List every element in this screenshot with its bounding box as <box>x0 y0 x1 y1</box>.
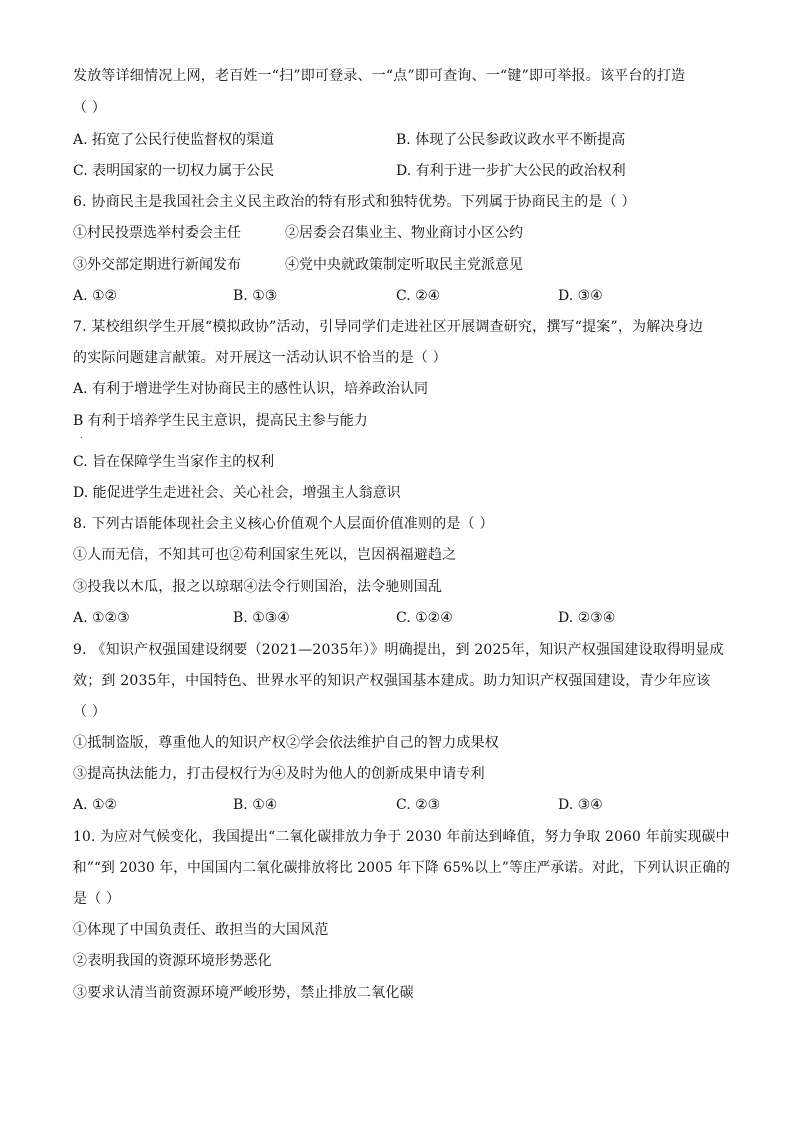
q6-option-b: B. ①③ <box>233 288 278 304</box>
q9-option-a: A. ①② <box>73 797 118 813</box>
q6-item-4: ④党中央就政策制定听取民主党派意见 <box>285 257 523 273</box>
q8-items-line-1: ①人而无信，不知其可也②苟利国家生死以，岂因祸福避趋之 <box>73 547 457 563</box>
q5-option-d: D. 有利于进一步扩大公民的政治权利 <box>396 163 626 179</box>
q6-option-a: A. ①② <box>73 288 118 304</box>
q5-stem-line-1: 发放等详细情况上网，老百姓一“扫”即可登录、一“点”即可查询、一“键”即可举报。该平台的打造 <box>73 68 686 84</box>
q8-items-line-2: ③投我以木瓜，报之以琼琚④法令行则国治，法令驰则国乱 <box>73 579 443 595</box>
q5-option-a: A. 拓宽了公民行使监督权的渠道 <box>73 132 275 148</box>
q6-item-3: ③外交部定期进行新闻发布 <box>73 257 241 273</box>
q9-items-line-1: ①抵制盗版，尊重他人的知识产权②学会依法维护自己的智力成果权 <box>73 735 499 751</box>
q6-stem: 6. 协商民主是我国社会主义民主政治的特有形式和独特优势。下列属于协商民主的是（ ） <box>73 194 636 210</box>
q9-option-b: B. ①④ <box>233 797 278 813</box>
q7-option-a: A. 有利于增进学生对协商民主的感性认识，培养政治认同 <box>73 381 429 397</box>
q6-item-2: ②居委会召集业主、物业商讨小区公约 <box>285 225 523 241</box>
q10-stem-line-3: 是（ ） <box>73 891 121 907</box>
q7-option-c: C. 旨在保障学生当家作主的权利 <box>73 454 275 470</box>
q9-stem-line-3: （ ） <box>73 704 107 720</box>
q8-option-c: C. ①②④ <box>396 610 453 626</box>
q6-option-d: D. ③④ <box>558 288 603 304</box>
q9-stem-line-2: 效；到 2035年，中国特色、世界水平的知识产权强国基本建成。助力知识产权强国建设，青少年应该 <box>73 673 711 689</box>
q10-item-2: ②表明我国的资源环境形势恶化 <box>73 953 272 969</box>
q7-stem-line-1: 7. 某校组织学生开展“模拟政协”活动，引导同学们走进社区开展调查研究，撰写“提案”，为解决身边 <box>73 319 704 335</box>
q10-stem-line-2: 和”“到 2030 年，中国国内二氧化碳排放将比 2005 年下降 65%以上”等庄严承诺。对此，下列认识正确的 <box>73 860 731 876</box>
q7-option-d: D. 能促进学生走进社会、关心社会，增强主人翁意识 <box>73 485 401 501</box>
q6-item-1: ①村民投票选举村委会主任 <box>73 225 241 241</box>
q9-option-c: C. ②③ <box>396 797 441 813</box>
q8-option-a: A. ①②③ <box>73 610 130 626</box>
q8-stem: 8. 下列古语能体现社会主义核心价值观个人层面价值准则的是（ ） <box>73 516 494 532</box>
q7-option-b: B 有利于培养学生民主意识，提高民主参与能力 <box>73 413 368 429</box>
q10-item-1: ①体现了中国负责任、敢担当的大国风范 <box>73 922 329 938</box>
q8-option-b: B. ①③④ <box>233 610 290 626</box>
q9-option-d: D. ③④ <box>558 797 603 813</box>
q5-option-c: C. 表明国家的一切权力属于公民 <box>73 163 275 179</box>
q9-stem-line-1: 9. 《知识产权强国建设纲要（2021—2035年）》明确提出，到 2025年，知识产权强国建设取得明显成 <box>73 642 724 658</box>
q7-stem-line-2: 的实际问题建言献策。对开展这一活动认识不恰当的是（ ） <box>73 350 447 366</box>
q10-stem-line-1: 10. 为应对气候变化，我国提出“二氧化碳排放力争于 2030 年前达到峰值，努力争取 2060 年前实现碳中 <box>73 829 730 845</box>
stray-mark: . <box>80 431 83 440</box>
q9-items-line-2: ③提高执法能力，打击侵权行为④及时为他人的创新成果申请专利 <box>73 766 485 782</box>
q10-item-3: ③要求认清当前资源环境严峻形势，禁止排放二氧化碳 <box>73 985 414 1001</box>
q5-stem-line-2: （ ） <box>73 100 107 116</box>
q8-option-d: D. ②③④ <box>558 610 616 626</box>
q5-option-b: B. 体现了公民参政议政水平不断提高 <box>396 132 626 148</box>
q6-option-c: C. ②④ <box>396 288 441 304</box>
